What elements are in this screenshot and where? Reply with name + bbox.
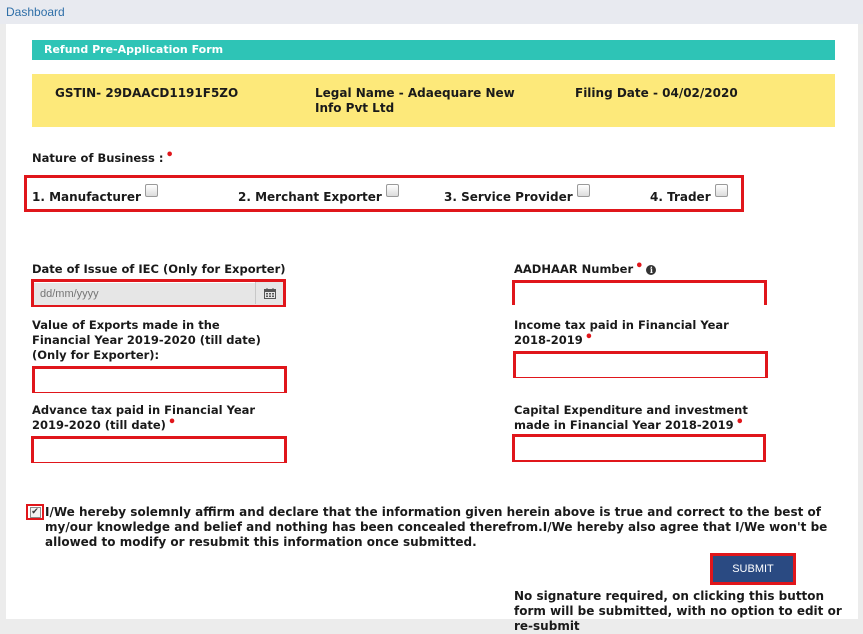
- capex-input[interactable]: [515, 438, 763, 460]
- trader-checkbox[interactable]: [715, 184, 728, 197]
- capex-label: Capital Expenditure and investment made in Financial Year 2018-2019 •: [514, 403, 748, 432]
- submit-button-highlight: [710, 553, 796, 585]
- aadhaar-label: AADHAAR Number • i: [514, 262, 814, 277]
- iec-date-label: Date of Issue of IEC (Only for Exporter): [32, 262, 286, 276]
- capex-field: [512, 434, 766, 462]
- iec-date-input[interactable]: [34, 283, 283, 305]
- income-tax-field: [513, 351, 768, 378]
- info-icon[interactable]: i: [646, 265, 656, 275]
- gstin-text: GSTIN- 29DAACD1191F5ZO: [55, 86, 239, 100]
- option-service-provider: 3. Service Provider: [444, 189, 590, 204]
- service-provider-checkbox[interactable]: [577, 184, 590, 197]
- required-marker: •: [584, 330, 594, 345]
- filing-date-text: Filing Date - 04/02/2020: [575, 86, 738, 100]
- submit-button[interactable]: SUBMIT: [713, 556, 793, 582]
- advance-tax-input[interactable]: [34, 441, 284, 462]
- income-tax-label: Income tax paid in Financial Year 2018-2019 •: [514, 318, 729, 347]
- submission-note: No signature required, on clicking this button form will be submitted, with no option to edit or re-submit: [514, 589, 842, 633]
- aadhaar-field: [512, 280, 767, 305]
- option-trader: 4. Trader: [650, 189, 728, 204]
- manufacturer-checkbox[interactable]: [145, 184, 158, 197]
- exports-value-field: [32, 366, 287, 393]
- declaration-checkbox-highlight: [26, 504, 44, 520]
- taxpayer-info-box: [32, 74, 835, 127]
- option-manufacturer: 1. Manufacturer: [32, 189, 158, 204]
- calendar-icon[interactable]: [255, 282, 283, 304]
- required-marker: •: [635, 259, 644, 274]
- iec-date-field: [31, 279, 286, 307]
- required-marker: •: [167, 415, 177, 430]
- exports-value-input[interactable]: [35, 371, 284, 392]
- legal-name-text: Legal Name - Adaequare New Info Pvt Ltd: [315, 86, 515, 115]
- exports-value-label: Value of Exports made in the Financial Year 2019-2020 (till date) (Only for Exporter):: [32, 318, 261, 362]
- income-tax-input[interactable]: [516, 356, 765, 377]
- aadhaar-input[interactable]: [515, 286, 764, 305]
- nature-of-business-group: [24, 175, 744, 212]
- merchant-exporter-checkbox[interactable]: [386, 184, 399, 197]
- breadcrumb-dashboard-link[interactable]: Dashboard: [6, 5, 65, 19]
- advance-tax-field: [31, 436, 287, 463]
- required-marker: •: [165, 148, 174, 163]
- form-title: Refund Pre-Application Form: [32, 40, 835, 60]
- declaration-text: I/We hereby solemnly affirm and declare that the information given herein above is true and correct to the best of my/our knowledge and belief and nothing has been concealed therefrom.I/We hereby also agree that I/We won't be allowed to modify or resubmit this information once submitted.: [45, 505, 828, 549]
- declaration-checkbox[interactable]: ✔: [31, 506, 39, 517]
- option-merchant-exporter: 2. Merchant Exporter: [238, 189, 399, 204]
- nature-of-business-label: Nature of Business : •: [32, 148, 174, 165]
- top-bar: [0, 0, 863, 24]
- required-marker: •: [735, 415, 744, 430]
- advance-tax-label: Advance tax paid in Financial Year 2019-2020 (till date) •: [32, 403, 256, 432]
